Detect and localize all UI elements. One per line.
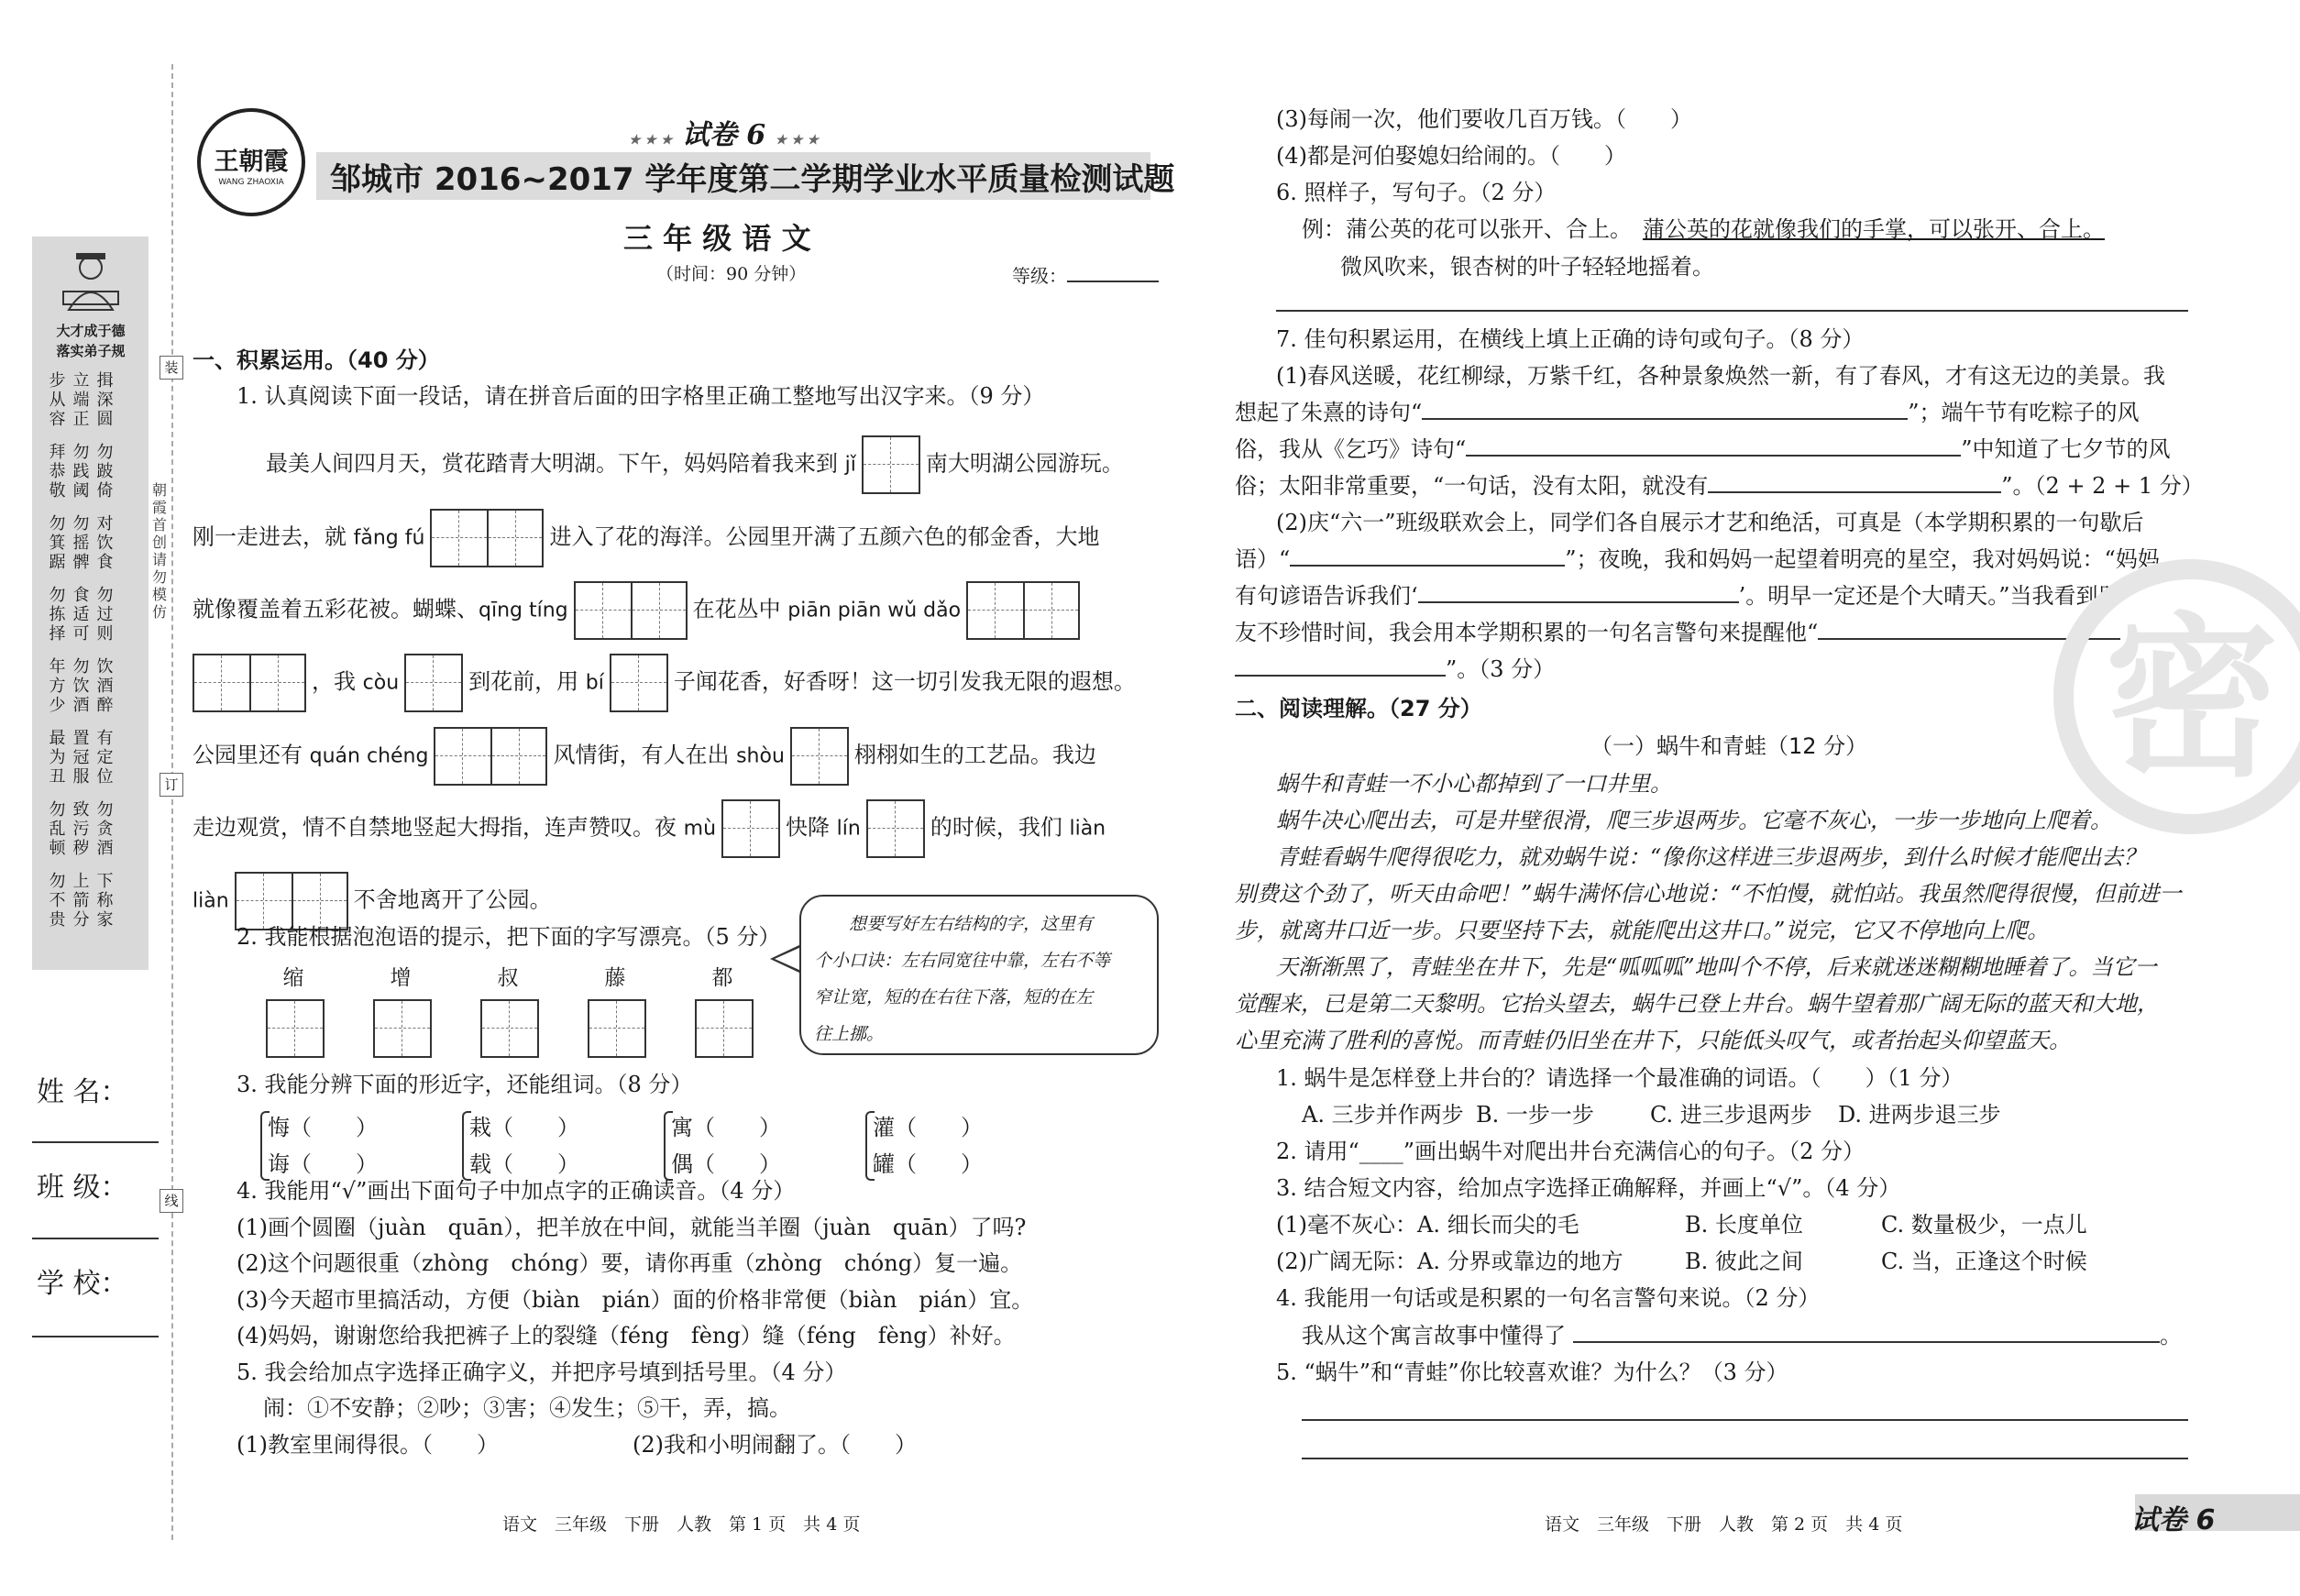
motto-phrase: 拜恭敬 [49,443,66,501]
rq4-blank[interactable] [1573,1321,2160,1343]
rq2: 2. 请用“____”画出蜗牛对爬出井台充满信心的句子。（2 分） [1276,1139,1865,1164]
motto-phrase: 步从容 [49,371,66,429]
passage-line: 青蛙看蜗牛爬得很吃力，就劝蜗牛说：“像你这样进三步退两步，到什么时候才能爬出去？ [1276,844,2146,870]
motto-phrase: 勿乱顿 [49,800,66,858]
passage-line: 步，就离井口近一步。只要坚持下去，就能爬出这井口。”说完，它又不停地向上爬。 [1235,918,2050,943]
motto-phrase: 致污秽 [72,800,90,858]
q1-text: 风情街，有人在出 [553,742,730,768]
motto-phrase: 勿践阈 [72,443,90,501]
grade-field [1012,260,1159,288]
pinyin: fǎng fú [353,526,425,550]
name-label: 姓 名： [37,1076,128,1108]
cut-label-2: 订 [160,773,183,797]
q7-blank[interactable] [1235,655,1446,677]
passage-line: 蜗牛和青蛙一不小心都掉到了一口井里。 [1276,771,1672,797]
q3-word[interactable]: 载（ ） [469,1151,579,1177]
q2-char-label: 缩 [282,966,304,990]
q2-chars [266,961,779,1080]
q7-text: 俗，我从《乞巧》诗句“ [1235,436,1467,462]
q1-line-4 [187,654,1136,712]
passage-line: 觉醒来，已是第二天黎明。它抬头望去，蜗牛已登上井台。蜗牛望着那广阔无际的蓝天和大地， [1235,991,2159,1017]
q2-char-label: 藤 [604,966,626,990]
q7-text: 有句谚语告诉我们‘ [1235,583,1418,609]
q1-line-2 [193,509,1099,567]
motto-phrase: 上箭分 [72,872,90,930]
q7-text: ”；夜晚，我和妈妈一起望着明亮的星空，我对妈妈说：“妈妈， [1565,546,2182,572]
pinyin: quán chéng [309,744,429,768]
q7-line-8 [1235,618,2120,647]
q7-line-3 [1235,435,2171,464]
bubble-line: 想要写好左右结构的字，这里有 [849,914,1094,934]
q7-line-7 [1235,581,2120,611]
scholar-illustration [54,248,127,312]
subject-title: 三 年 级 语 文 [623,221,811,256]
tianzi-grid[interactable] [574,581,688,640]
school-field[interactable] [32,1336,159,1337]
q4-item-2[interactable]: (2)这个问题很重（zhòng chóng）要，请你再重（zhòng chóng）复一遍。 [237,1250,1023,1276]
rq3-option[interactable]: B. 长度单位 [1685,1212,1803,1238]
pinyin: piān piān wǔ dǎo [787,599,962,622]
q5-definitions: 闹：①不安静；②吵；③害；④发生；⑤干，弄，搞。 [263,1395,791,1421]
tip-bubble [799,895,1159,1055]
q1-line-6 [193,799,1106,858]
rq5-answer-line-2[interactable] [1302,1458,2188,1459]
publisher-logo [197,108,305,216]
tianzi-grid[interactable] [610,654,668,712]
q2-stem: 2. 我能根据泡泡语的提示，把下面的字写漂亮。（5 分） [237,924,781,950]
q7-line-5: (2)庆“六一”班级联欢会上，同学们各自展示才艺和绝活，可真是（本学期积累的一句歇后 [1276,510,2144,535]
q6-answer-line[interactable] [1276,310,2188,312]
tianzi-grid[interactable] [404,654,463,712]
tianzi-grid[interactable] [866,799,925,858]
q5-stem: 5. 我会给加点字选择正确字义，并把序号填到括号里。（4 分） [237,1359,847,1385]
passage-line: 别费这个劲了，听天由命吧！”蜗牛满怀信心地说：“不怕慢，就怕站。我虽然爬得很慢，但前进一 [1235,881,2182,907]
q1-text: 子闻花香，好香呀！这一切引发我无限的遐想。 [673,668,1136,695]
rq3-option[interactable]: C. 数量极少，一点儿 [1881,1212,2087,1238]
q6-example-answer: 蒲公英的花就像我们的手掌，可以张开、合上。 [1643,216,2105,242]
class-label: 班 级： [37,1172,128,1204]
q7-line-6 [1235,545,2182,574]
pinyin: mù [683,817,717,841]
motto-phrase: 勿摇髀 [72,514,90,572]
tianzi-grid[interactable] [193,654,306,712]
q2-char-label: 都 [711,966,733,990]
q4-item-4[interactable]: (4)妈妈，谢谢您给我把裤子上的裂缝（féng fèng）缝（féng fèng）补好。 [237,1323,1016,1348]
q3-brace [462,1111,471,1181]
passage-line: 天渐渐黑了，青蛙坐在井下，先是“呱呱呱”地叫个不停，后来就迷迷糊糊地睡着了。当它一 [1276,954,2157,980]
motto-phrase: 最为丑 [49,729,66,787]
motto-phrase: 勿拣择 [49,586,66,644]
passage-title: （一）蜗牛和青蛙（12 分） [1590,733,1868,759]
q1-text: 到花前，用 [468,668,579,695]
q1-line-5 [193,727,1096,786]
q7-line-4 [1235,471,2204,501]
q7-text: ’。明早一定还是个大晴天。”当我看到朋 [1738,583,2120,609]
tianzi-grid[interactable] [373,999,432,1058]
q7-stem: 7. 佳句积累运用，在横线上填上正确的诗句或句子。（8 分） [1276,326,1865,352]
footer-right: 语文 三年级 下册 人教 第 2 页 共 4 页 [1545,1514,1903,1535]
q4-item-1[interactable]: (1)画个圆圈（juàn quān），把羊放在中间，就能当羊圈（juàn quān）了吗? [237,1215,1027,1240]
pinyin: bí [585,671,604,695]
rq1: 1. 蜗牛是怎样登上井台的？请选择一个最准确的词语。（ ）（1 分） [1276,1065,1964,1091]
q6-example [1302,215,2105,244]
tianzi-grid[interactable] [790,727,849,786]
q1-stem: 1. 认真阅读下面一段话，请在拼音后面的田字格里正确工整地写出汉字来。（9 分） [237,383,1045,409]
q4-stem: 4. 我能用“√”画出下面句子中加点字的正确读音。（4 分） [237,1178,796,1204]
tianzi-grid[interactable] [721,799,780,858]
q6-example-label: 例：蒲公英的花可以张开、合上。 [1302,216,1621,242]
q7-line-2 [1235,398,2140,427]
pinyin: shòu [736,744,785,768]
motto-phrase: 对饮食 [96,514,114,572]
q1-text: 走边观赏，情不自禁地竖起大拇指，连声赞叹。夜 [193,814,677,841]
rq1-option[interactable]: C. 进三步退两步 [1650,1102,1812,1128]
q7-text: ”。（3 分） [1446,656,1556,682]
rq5-answer-line-1[interactable] [1302,1419,2188,1421]
rq4-end: 。 [2160,1323,2182,1348]
q5-item-3[interactable]: (3)每闹一次，他们要收几百万钱。（ ） [1276,106,1692,132]
q7-text: 想起了朱熹的诗句“ [1235,400,1423,425]
q7-line-1: (1)春风送暖，花红柳绿，万紫千红，各种景象焕然一新，有了春风，才有这无边的美景。我 [1276,363,2165,389]
q7-blank[interactable] [1418,581,1739,603]
bubble-line: 窄让宽，短的在右往下落，短的在左 [814,987,1094,1007]
motto-phrase: 置冠服 [72,729,90,787]
rq4-prompt: 我从这个寓言故事中懂得了 [1302,1323,1566,1348]
name-field[interactable] [32,1141,159,1143]
q2-char-label: 增 [390,966,412,990]
q1-text: 刚一走进去，就 [193,523,347,550]
rq4-answer [1302,1321,2182,1350]
q1-text: 进入了花的海洋。公园里开满了五颜六色的郁金香，大地 [549,523,1100,550]
tianzi-grid[interactable] [588,999,646,1058]
q4-item-3[interactable]: (3)今天超市里搞活动，方便（biàn pián）面的价格非常便（biàn pián）宜。 [237,1287,1034,1313]
q7-line-9 [1235,655,1555,684]
logo-text: 王朝霞 [214,148,289,176]
q7-text: 语）“ [1235,546,1291,572]
class-field[interactable] [32,1238,159,1239]
q3-word[interactable]: 悔（ ） [268,1115,378,1140]
passage-line: 蜗牛决心爬出去，可是井壁很滑，爬三步退两步。它毫不灰心，一步一步地向上爬着。 [1276,808,2112,833]
paper-tag: 试卷 6 [2131,1504,2216,1536]
motto-phrase: 饮酒醉 [96,657,114,715]
q3-word[interactable]: 栽（ ） [469,1115,579,1140]
logo-subtext: WANG ZHAOXIA [218,178,284,187]
tianzi-grid[interactable] [480,999,539,1058]
exam-title: 邹城市 2016~2017 学年度第二学期学业水平质量检测试题 [330,161,1175,198]
side-note: 朝霞首创 请勿模仿 [151,481,167,621]
q7-text: 俗；太阳非常重要，“一句话，没有太阳，就没有 [1235,473,1709,499]
binding-cut-line [171,64,173,1540]
q5-item-2[interactable]: (2)我和小明闹翻了。（ ） [633,1432,917,1458]
q1-text: 快降 [786,814,831,841]
rq3-option[interactable]: C. 当，正逢这个时候 [1881,1249,2087,1274]
cut-label-3: 线 [160,1189,183,1213]
q3-brace [664,1111,673,1181]
q7-blank[interactable] [1708,471,2001,493]
pinyin: lín [836,817,861,841]
cut-label-1: 装 [160,356,183,380]
q1-text: 公园里还有 [193,742,303,768]
q5-item-4[interactable]: (4)都是河伯娶媳妇给闹的。（ ） [1276,143,1626,169]
q3-word[interactable]: 寓（ ） [671,1115,781,1140]
rq3-option[interactable]: B. 彼此之间 [1685,1249,1803,1274]
q6-prompt: 微风吹来，银杏树的叶子轻轻地摇着。 [1340,254,1714,280]
q5-item-1[interactable]: (1)教室里闹得很。（ ） [237,1432,499,1458]
footer-left: 语文 三年级 下册 人教 第 1 页 共 4 页 [502,1514,861,1535]
motto-phrase: 勿箕踞 [49,514,66,572]
q7-text: ”中知道了七夕节的风 [1961,436,2171,462]
paper-series-text: 试卷 6 [681,119,766,151]
bubble-line: 个小口诀：左右同宽往中靠，左右不等 [814,951,1111,971]
q7-text: 友不珍惜时间，我会用本学期积累的一句名言警句来提醒他“ [1235,620,1819,645]
tianzi-grid[interactable] [266,999,325,1058]
motto-phrase: 下称家 [96,872,114,930]
slogan-1: 大才成于德 [56,323,126,339]
rq3-option: (2)广阔无际：A. 分界或靠边的地方 [1276,1249,1623,1274]
rq4: 4. 我能用一句话或是积累的一句名言警句来说。（2 分） [1276,1285,1821,1311]
rq5: 5. “蜗牛”和“青蛙”你比较喜欢谁？为什么？（3 分） [1276,1359,1788,1385]
pinyin: qīng tíng [479,599,568,622]
q1-text: 南大明湖公园游玩。 [925,450,1124,477]
bubble-line: 往上挪。 [814,1024,885,1044]
q7-blank[interactable] [1466,435,1961,457]
grade-blank[interactable] [1067,260,1159,282]
motto-phrase: 勿不贵 [49,872,66,930]
school-label: 学 校： [37,1268,128,1300]
pinyin: jǐ [844,453,856,477]
pinyin: còu [362,671,400,695]
motto-phrase: 食适可 [72,586,90,644]
tianzi-grid[interactable] [966,581,1080,640]
motto-phrase: 勿跛倚 [96,443,114,501]
q1-text: 最美人间四月天，赏花踏青大明湖。下午，妈妈陪着我来到 [266,450,838,477]
watermark-char: 密 [2104,596,2279,800]
q1-line-3 [193,581,1085,640]
tianzi-grid[interactable] [862,435,920,494]
rq3-option: (1)毫不灰心：A. 细长而尖的毛 [1276,1212,1579,1238]
pinyin: liàn [1069,817,1106,841]
pinyin: liàn [193,889,229,913]
section-1-title: 一、积累运用。（40 分） [193,347,440,373]
q3-word[interactable]: 罐（ ） [873,1151,983,1177]
q1-text: 就像覆盖着五彩花被。蝴蝶、 [193,596,479,622]
q7-text: ”；端午节有吃粽子的风 [1908,400,2140,425]
motto-phrase: 揖深圆 [96,371,114,429]
rq3: 3. 结合短文内容，给加点字选择正确解释，并画上“√”。（4 分） [1276,1175,1901,1201]
rq1-option[interactable]: D. 进两步退三步 [1838,1102,2001,1128]
motto-phrase: 年方少 [49,657,66,715]
motto-phrase: 勿过则 [96,586,114,644]
q3-word[interactable]: 诲（ ） [268,1151,378,1177]
q7-text: ”。（2 + 2 + 1 分） [2001,473,2204,499]
q3-word[interactable]: 灌（ ） [873,1115,983,1140]
q7-blank[interactable] [1422,398,1908,420]
tianzi-grid[interactable] [434,727,547,786]
grade-label: 等级： [1012,265,1067,287]
paper-series: ★ ★ ★ 试卷 6 ★ ★ ★ [629,119,820,151]
q3-brace [865,1111,875,1181]
motto-phrase: 立端正 [72,371,90,429]
tianzi-grid[interactable] [695,999,754,1058]
exam-time: （时间：90 分钟） [656,264,807,284]
motto-phrase: 有定位 [96,729,114,787]
q1-text: 不舍地离开了公园。 [353,886,552,913]
q2-char-label: 叔 [497,966,519,990]
q1-line-1 [266,435,1124,494]
rq1-option[interactable]: A. 三步并作两步 [1302,1102,1464,1128]
q1-text: 在花丛中 [692,596,781,622]
motto-phrase: 勿饮酒 [72,657,90,715]
q7-blank[interactable] [1290,545,1565,567]
motto-phrase: 勿贪酒 [96,800,114,858]
section-2-title: 二、阅读理解。（27 分） [1235,696,1482,721]
q3-brace [260,1111,270,1181]
rq1-option[interactable]: B. 一步一步 [1476,1102,1594,1128]
passage-line: 心里充满了胜利的喜悦。而青蛙仍旧坐在井下，只能低头叹气，或者抬起头仰望蓝天。 [1235,1028,2071,1053]
q3-word[interactable]: 偶（ ） [671,1151,781,1177]
tianzi-grid[interactable] [430,509,544,567]
q1-text: ，我 [312,668,356,695]
q1-text: 的时候，我们 [930,814,1062,841]
slogan-2: 落实弟子规 [56,343,126,359]
q3-stem: 3. 我能分辨下面的形近字，还能组词。（8 分） [237,1072,693,1097]
q1-text: 栩栩如生的工艺品。我边 [853,742,1096,768]
q6-stem: 6. 照样子，写句子。（2 分） [1276,180,1557,205]
